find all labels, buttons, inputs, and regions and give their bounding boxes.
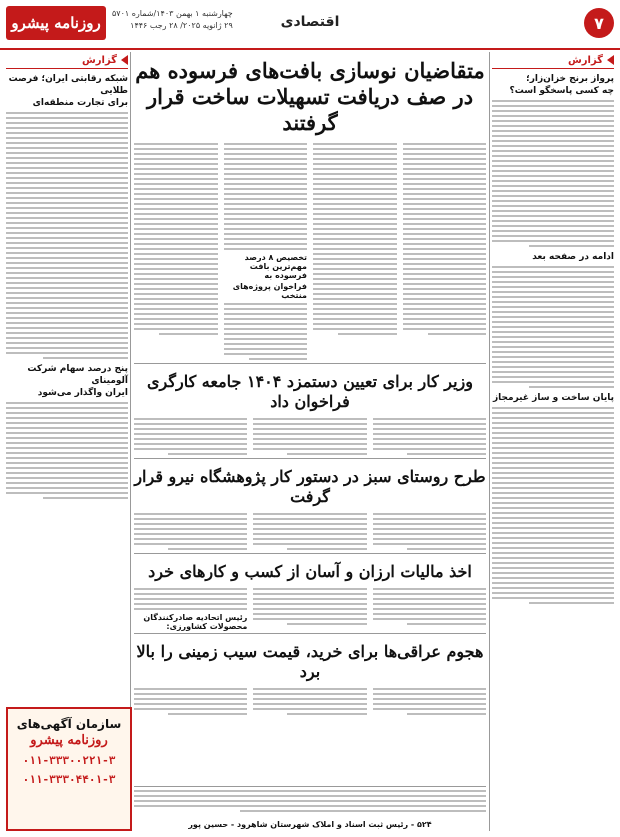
right-subhead-1 [492, 73, 614, 97]
lead-headline: متقاضیان نوسازی بافت‌های فرسوده هم در صف دریافت تسهیلات ساخت قرار گرفتند [135, 58, 485, 135]
ad-box [6, 707, 132, 831]
right-body-2 [492, 266, 614, 388]
right-subhead-2-line: چه کسی پاسخگو است؟ [509, 86, 614, 96]
ad-phone-1: ۰۱۱-۳۳۳۰۰۲۲۱-۳ [22, 754, 116, 767]
lead-caption-1: تخصیص ۸ درصد مهم‌ترین بافت فرسوده به [244, 253, 307, 280]
legal-notice [134, 786, 486, 831]
arrow-icon [607, 55, 614, 65]
report-label-text: گزارش [567, 54, 603, 66]
story-2-headline: وزیر کار برای تعیین دستمزد ۱۴۰۴ جامعه کارگری فراخوان داد [147, 372, 473, 411]
middle-column [134, 52, 486, 785]
lead-caption-2: فراخوان پروژه‌های منتخب [232, 282, 307, 300]
story-5 [134, 633, 486, 718]
story-4-headline: اخذ مالیات ارزان و آسان از کسب و کارهای خرد [148, 562, 472, 581]
right-subhead-3: ادامه در صفحه بعد [532, 252, 614, 262]
report-label-left [6, 52, 128, 69]
right-subhead-4: پایان ساخت و ساز غیرمجاز [492, 393, 614, 403]
lead-story-body [134, 140, 486, 363]
left-subhead-1 [6, 73, 128, 109]
left-subhead-3-line: پنج درصد سهام شرکت آلومینای [27, 364, 128, 386]
story-3 [134, 458, 486, 553]
left-subhead-1-line: شبکه رقابتی ایران؛ فرصت طلایی [8, 74, 128, 96]
story-4-caption: رئیس اتحادیه صادرکنندگان محصولات کشاورزی: [143, 613, 248, 631]
story-4 [134, 553, 486, 633]
legal-notice-credit: ۵۲۴ - رئیس ثبت اسناد و املاک شهرستان شاهرود - حسین پور [188, 820, 432, 829]
story-5-headline: هجوم عراقی‌ها برای خرید، قیمت سیب زمینی را بالا برد [136, 642, 484, 681]
story-2 [134, 363, 486, 458]
masthead [0, 0, 620, 50]
ad-phone-2: ۰۱۱-۳۳۳۰۴۴۰۱-۳ [22, 773, 116, 786]
arrow-icon [121, 55, 128, 65]
date-line-2: ۲۹ ژانویه ۲۰۲۵/ ۲۸ رجب ۱۴۴۶ [130, 21, 233, 30]
left-body-2 [6, 402, 128, 499]
date-line-1: چهارشنبه ۱ بهمن ۱۴۰۳/شماره ۵۷۰۱ [112, 9, 233, 18]
ad-brand: روزنامه پیشرو [30, 733, 108, 748]
report-label-right [492, 52, 614, 69]
right-body-3 [492, 407, 614, 604]
column-rule-right [489, 52, 490, 831]
story-3-headline: طرح روستای سبز در دستور کار پژوهشگاه نیرو قرار گرفت [134, 467, 486, 506]
left-subhead-2-line: برای تجارت منطقه‌ای [32, 98, 128, 108]
left-body-1 [6, 112, 128, 359]
date-line [112, 8, 233, 32]
report-label-text: گزارش [81, 54, 117, 66]
section-title: اقتصادی [280, 14, 340, 30]
right-body-1 [492, 100, 614, 247]
right-column [492, 52, 614, 831]
left-subhead-4-line: ایران واگذار می‌شود [37, 388, 128, 398]
ad-title: سازمان آگهی‌های [16, 717, 122, 731]
page-number: ۷ [584, 8, 614, 38]
right-subhead-1-line: پرواز برنج خزان‌زار؛ [526, 74, 614, 84]
brand-logo: روزنامه پیشرو [6, 6, 106, 40]
left-subhead-3 [6, 363, 128, 399]
